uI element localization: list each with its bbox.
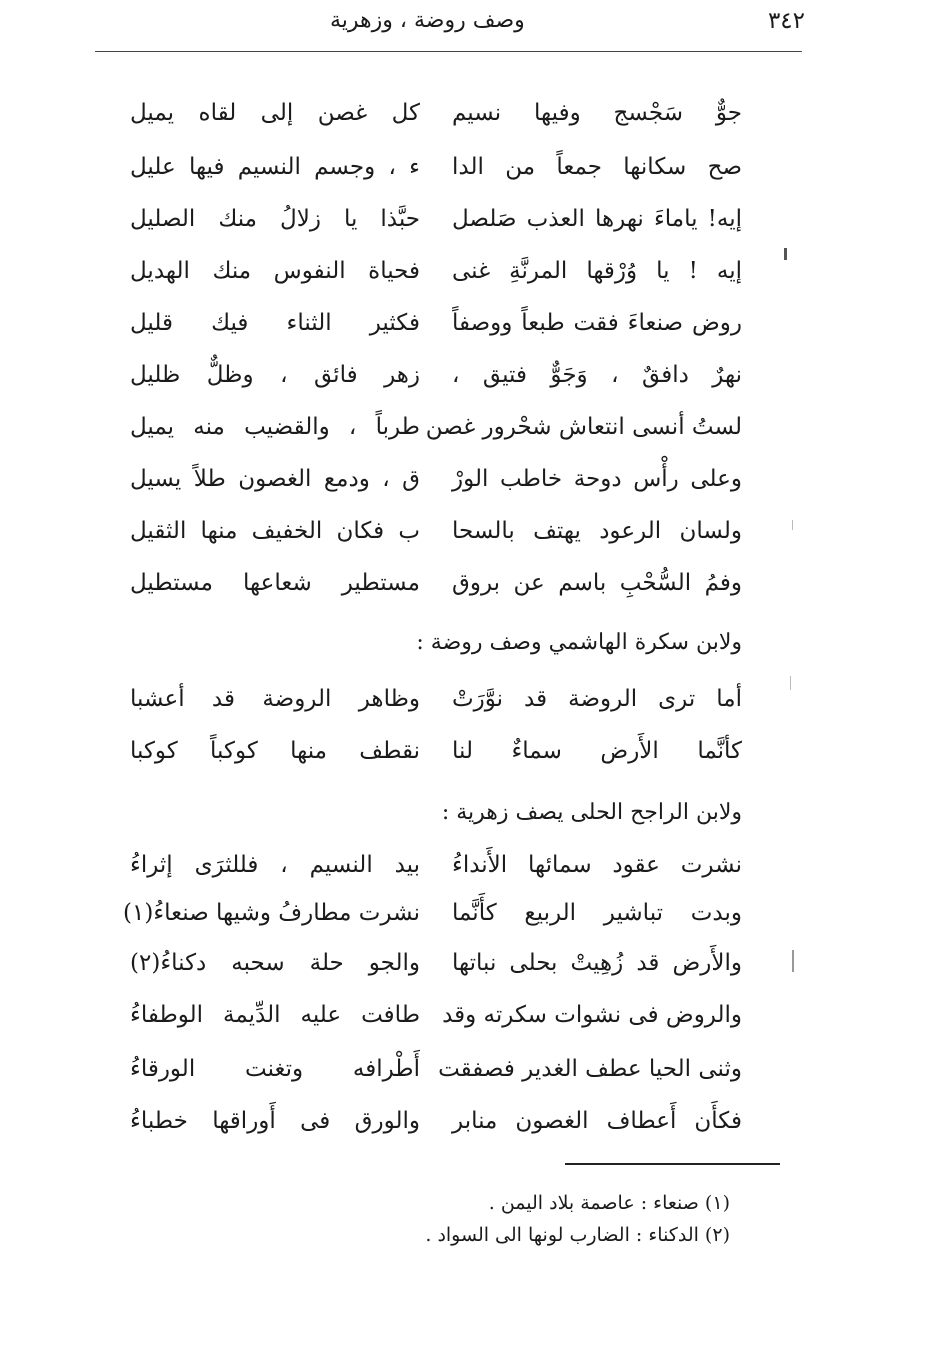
verse-second-hemistich: زهر فائق ، وظلٌّ ظليل (130, 362, 420, 388)
page-number: ٣٤٢ (767, 8, 805, 34)
verse-first-hemistich: وثنى الحيا عطف الغدير فصفقت (438, 1056, 742, 1082)
verse (130, 1052, 742, 1096)
footnote: (١) صنعاء : عاصمة بلاد اليمن . (488, 1192, 730, 1214)
verse (123, 896, 742, 940)
verse (130, 254, 742, 298)
verse-first-hemistich: وعلى رأْس دوحة خاطب الورْ (452, 466, 742, 492)
verse (130, 410, 742, 454)
verse-first-hemistich: نهرٌ دافقٌ ، وَجَوٌّ فتيق ، (452, 362, 742, 388)
scan-mark (792, 520, 793, 530)
verse (130, 462, 742, 506)
verse-first-hemistich: نشرت عقود سمائها الأَنداءُ (452, 852, 742, 878)
verse-second-hemistich: فكثير الثناء فيك قليل (130, 310, 420, 336)
verse-second-hemistich: وظاهر الروضة قد أعشبا (130, 686, 420, 712)
verse-first-hemistich: فكأَن أَعطاف الغصون منابر (452, 1108, 742, 1134)
verse-second-hemistich: ء ، وجسم النسيم فيها عليل (130, 154, 420, 180)
verse (130, 306, 742, 350)
verse (130, 202, 742, 246)
running-title: وصف روضة ، وزهرية (330, 8, 525, 33)
verse-second-hemistich: ق ، ودمع الغصون طلاً يسيل (130, 466, 420, 492)
page-header (95, 0, 805, 52)
verse-first-hemistich: كأنَّما الأَرض سماءٌ لنا (452, 738, 742, 764)
verse (130, 682, 742, 726)
verse-second-hemistich: والجو حلة سحبه دكناءُ(٢) (130, 950, 420, 976)
verse (130, 998, 742, 1042)
verse-first-hemistich: إيه! ياماءَ نهرها العذب صَلصل (452, 206, 742, 232)
verse (130, 848, 742, 892)
verse-second-hemistich: والورق فى أَوراقها خطباءُ (130, 1108, 420, 1134)
poem-introduction: ولابن سكرة الهاشمي وصف روضة : (416, 630, 742, 655)
verse-second-hemistich: بيد النسيم ، فللثرَى إثراءُ (130, 852, 420, 878)
verse-first-hemistich: جوٌّ سَجْسج وفيها نسيم (452, 100, 742, 126)
verse (130, 96, 742, 140)
verse-first-hemistich: صح سكانها جمعاً من الدا (452, 154, 742, 180)
verse-first-hemistich: لستُ أنسى انتعاش شحْرور غصن (425, 414, 742, 440)
verse-second-hemistich: مستطير شعاعها مستطيل (130, 570, 420, 596)
verse-first-hemistich: وفمُ السُّحْبِ باسم عن بروق (452, 570, 742, 596)
verse-first-hemistich: إيه ! يا وُرْقها المرنَّةِ غنى (452, 258, 742, 284)
verse-second-hemistich: طافت عليه الدِّيمة الوطفاءُ (130, 1002, 420, 1028)
verse-first-hemistich: أما ترى الروضة قد نوَّرَتْ (452, 686, 742, 712)
verse-second-hemistich: حبَّذا يا زلالُ منك الصليل (130, 206, 420, 232)
verse (130, 566, 742, 610)
footnote-rule (565, 1163, 780, 1165)
footnote: (٢) الدكناء : الضارب لونها الى السواد . (425, 1224, 730, 1246)
verse (130, 734, 742, 778)
verse (130, 150, 742, 194)
scan-mark (792, 950, 794, 972)
verse-second-hemistich: فحياة النفوس منك الهديل (130, 258, 420, 284)
verse (130, 358, 742, 402)
verse-first-hemistich: ولسان الرعود يهتف بالسحا (452, 518, 742, 544)
scan-mark (790, 676, 791, 690)
verse (130, 1104, 742, 1148)
poem-introduction: ولابن الراجح الحلى يصف زهرية : (441, 800, 742, 825)
verse-first-hemistich: روض صنعاءَ فقت طبعاً ووصفاً (452, 310, 742, 336)
verse-first-hemistich: والروض فى نشوات سكرته وقد (442, 1002, 742, 1028)
header-rule (95, 51, 802, 52)
verse-second-hemistich: نشرت مطارفُ وشيها صنعاءُ(١) (123, 900, 420, 926)
scan-mark (784, 248, 787, 260)
verse-first-hemistich: والأَرض قد زُهِيتْ بحلى نباتها (452, 950, 742, 976)
verse (130, 946, 742, 990)
verse (130, 514, 742, 558)
verse-second-hemistich: كل غصن إلى لقاه يميل (130, 100, 420, 126)
verse-second-hemistich: ب فكان الخفيف منها الثقيل (130, 518, 420, 544)
verse-second-hemistich: أَطْرافه وتغنت الورقاءُ (130, 1056, 420, 1082)
verse-second-hemistich: طرباً ، والقضيب منه يميل (130, 414, 420, 440)
verse-second-hemistich: نقطف منها كوكباً كوكبا (130, 738, 420, 764)
verse-first-hemistich: وبدت تباشير الربيع كأَنَّما (452, 900, 742, 926)
